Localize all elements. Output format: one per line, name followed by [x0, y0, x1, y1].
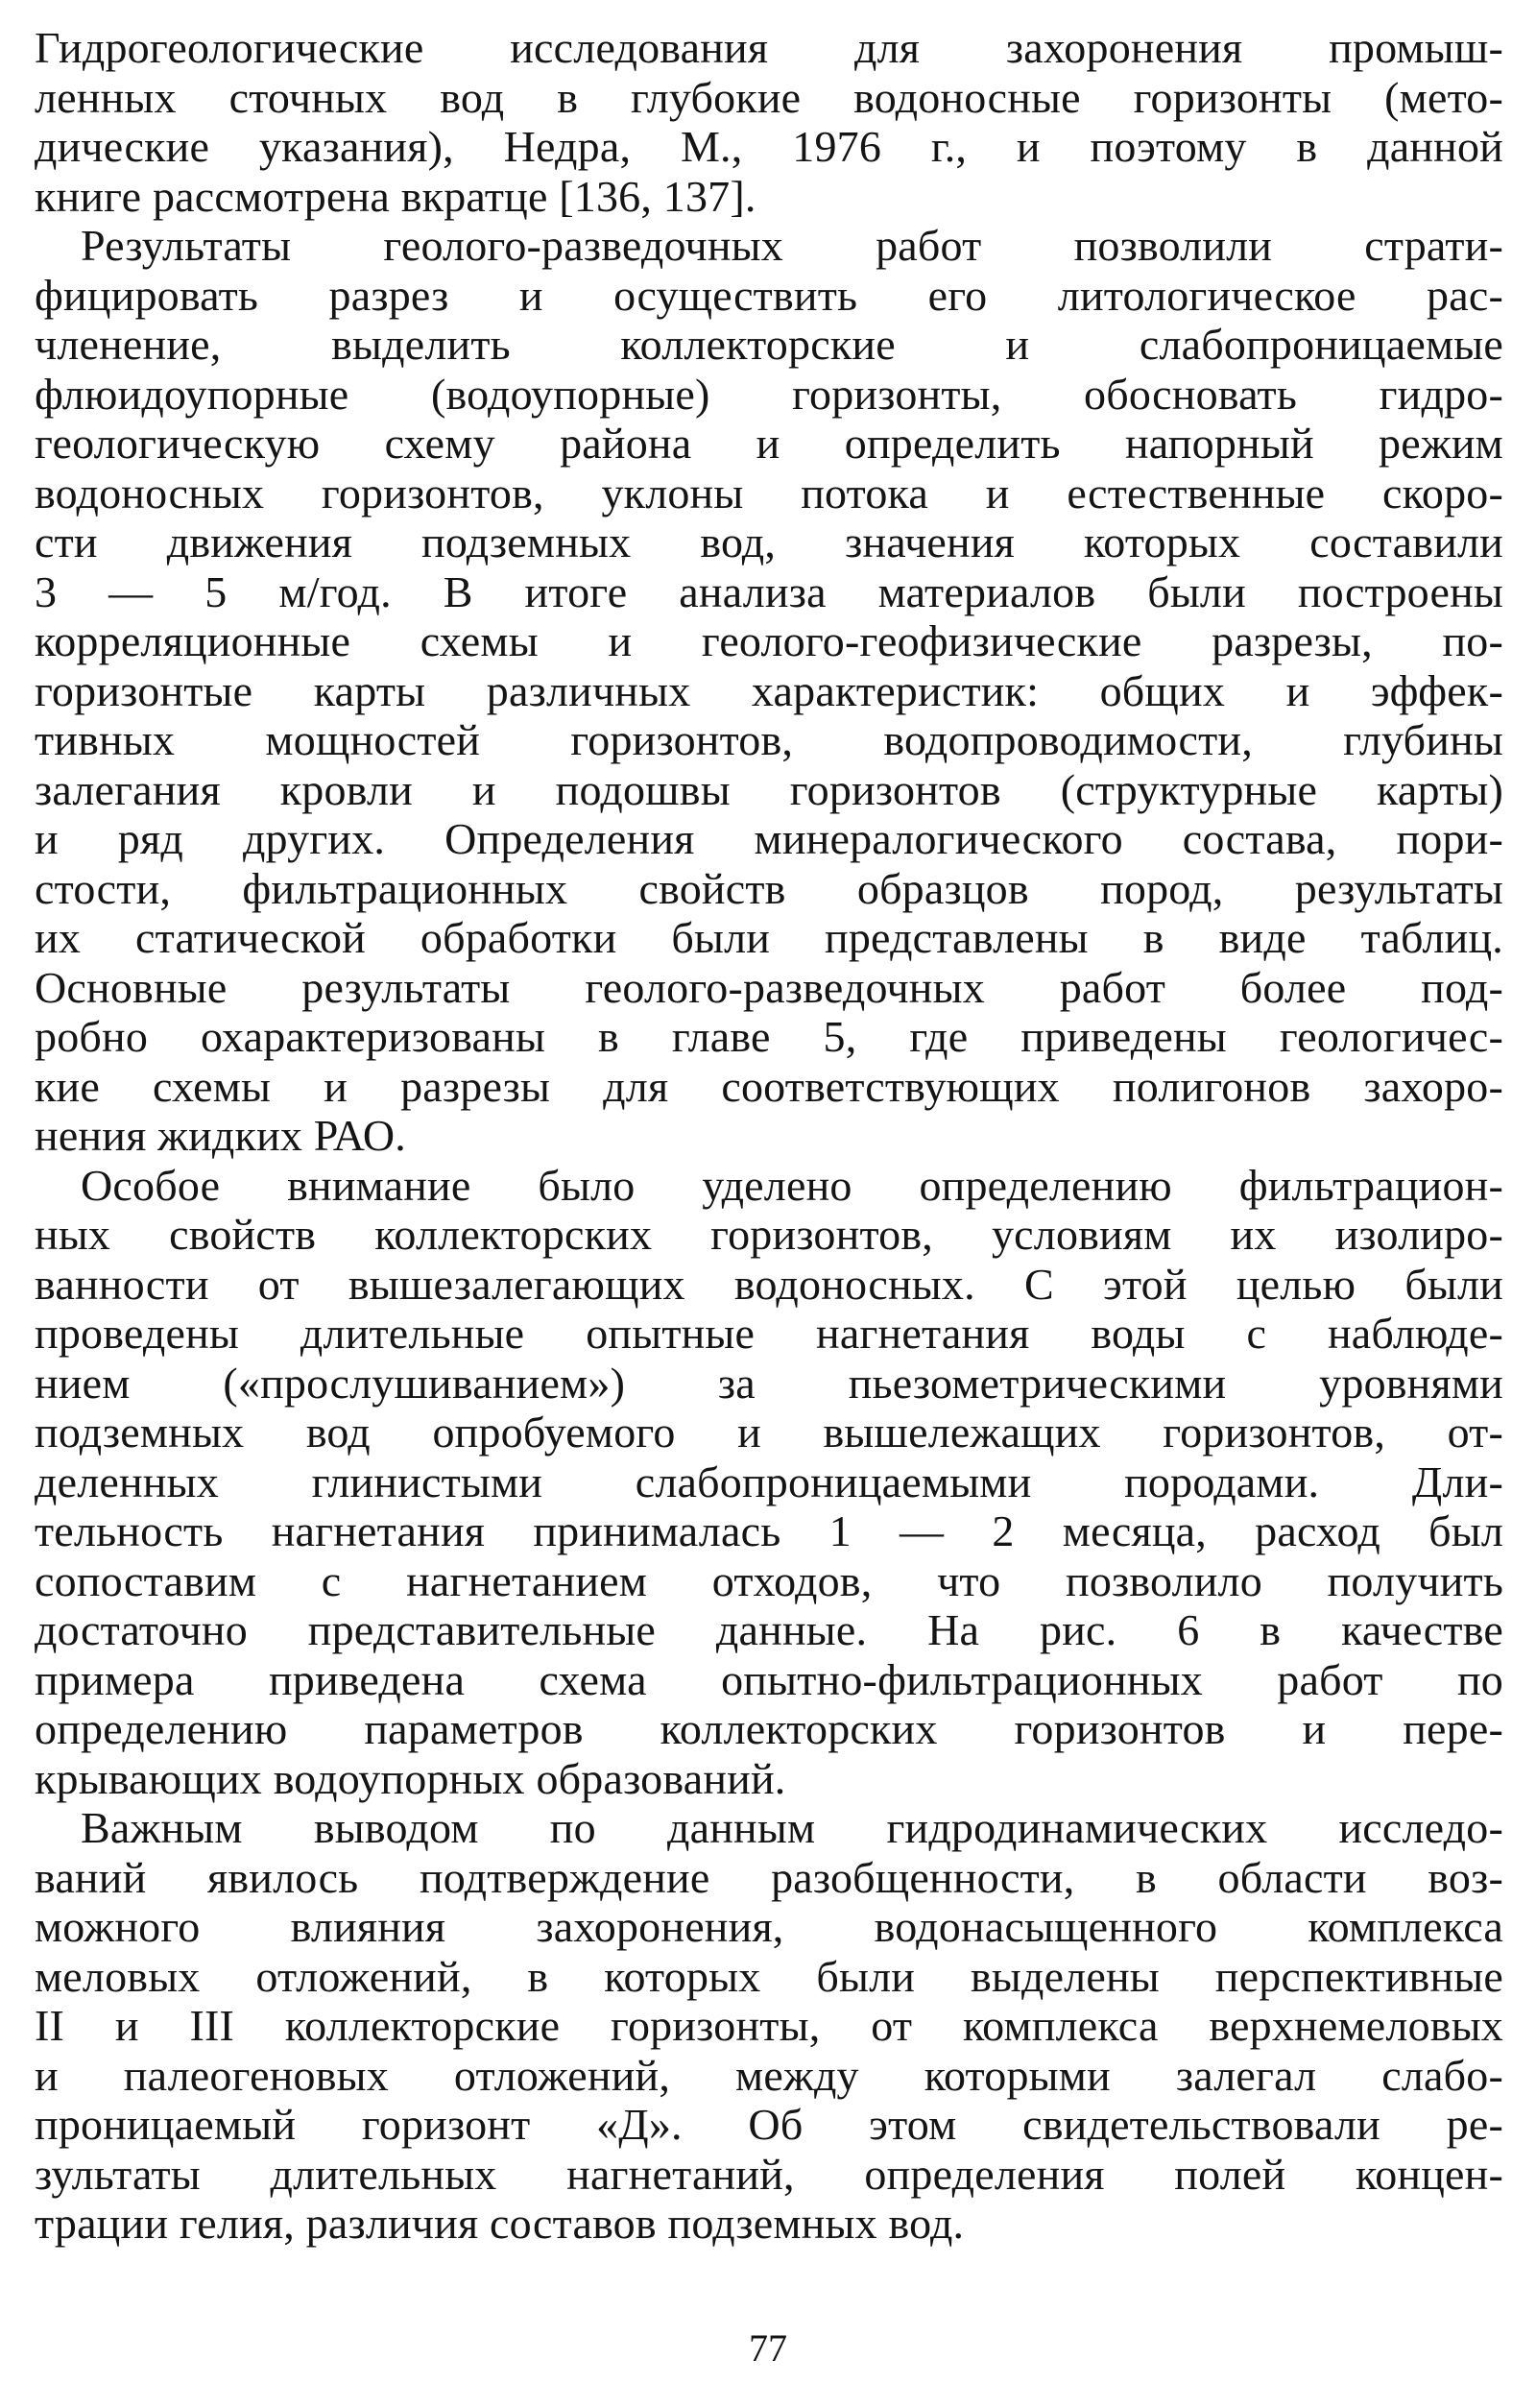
text-line: дические указания), Недра, М., 1976 г., и поэтому в данной: [35, 122, 1503, 171]
text-line: тивных мощностей горизонтов, водопроводимости, глубины: [35, 715, 1503, 764]
text-line: флюидоупорные (водоупорные) горизонты, обосновать гидро-: [35, 369, 1503, 419]
text-line: геологическую схему района и определить напорный режим: [35, 419, 1503, 468]
text-line: Важным выводом по данным гидродинамических исследо-: [81, 1803, 1503, 1852]
text-line: проведены длительные опытные нагнетания воды с наблюде-: [35, 1309, 1503, 1358]
text-line: меловых отложений, в которых были выделены перспективные: [35, 1951, 1503, 2001]
text-line: ленных сточных вод в глубокие водоносные горизонты (мето-: [35, 72, 1503, 122]
page-number: 77: [749, 2326, 787, 2370]
text-line: и палеогеновых отложений, между которыми залегал слабо-: [35, 2050, 1503, 2100]
text-line: робно охарактеризованы в главе 5, где приведены геологичес-: [35, 1012, 1503, 1061]
text-line: тельность нагнетания принималась 1 — 2 месяца, расход был: [35, 1506, 1503, 1555]
text-line: книге рассмотрена вкратце [136, 137].: [35, 171, 756, 221]
text-line: нения жидких РАО.: [35, 1111, 406, 1160]
text-line: сопоставим с нагнетанием отходов, что позволило получить: [35, 1555, 1503, 1605]
text-line: трации гелия, различия составов подземных вод.: [35, 2199, 965, 2248]
paragraph: [35, 221, 1503, 1161]
text-line: деленных глинистыми слабопроницаемыми породами. Дли-: [35, 1457, 1503, 1506]
paragraph: [35, 23, 1503, 221]
text-line: их статической обработки были представлены в виде таблиц.: [35, 913, 1503, 962]
paragraph: [35, 1803, 1503, 2249]
text-line: залегания кровли и подошвы горизонтов (структурные карты): [35, 764, 1503, 814]
text-line: можного влияния захоронения, водонасыщенного комплекса: [35, 1902, 1503, 1951]
text-line: ваний явилось подтверждение разобщенности, в области воз-: [35, 1852, 1503, 1902]
text-line: членение, выделить коллекторские и слабопроницаемые: [35, 320, 1503, 369]
text-line: сти движения подземных вод, значения которых составили: [35, 518, 1503, 566]
text-line: ных свойств коллекторских горизонтов, условиям их изолиро-: [35, 1210, 1503, 1259]
text-line: Основные результаты геолого-разведочных работ более под-: [35, 962, 1503, 1012]
text-line: кие схемы и разрезы для соответствующих полигонов захоро-: [35, 1061, 1503, 1111]
text-block: [35, 23, 1503, 2249]
text-line: II и III коллекторские горизонты, от комплекса верхнемеловых: [35, 2001, 1503, 2050]
text-line: Особое внимание было уделено определению фильтрацион-: [81, 1160, 1503, 1210]
paragraph: [35, 1161, 1503, 1804]
text-line: 3 — 5 м/год. В итоге анализа материалов были построены: [35, 566, 1503, 616]
text-line: фицировать разрез и осуществить его литологическое рас-: [35, 270, 1503, 320]
text-line: горизонтые карты различных характеристик: общих и эффек-: [35, 665, 1503, 715]
text-line: примера приведена схема опытно-фильтрационных работ по: [35, 1654, 1503, 1704]
text-line: проницаемый горизонт «Д». Об этом свидетельствовали ре-: [35, 2100, 1503, 2149]
text-line: зультаты длительных нагнетаний, определения полей концен-: [35, 2149, 1503, 2199]
text-line: и ряд других. Определения минералогического состава, пори-: [35, 814, 1503, 863]
text-line: корреляционные схемы и геолого-геофизические разрезы, по-: [35, 616, 1503, 665]
text-line: нием («прослушиванием») за пьезометрическими уровнями: [35, 1358, 1503, 1408]
text-line: ванности от вышезалегающих водоносных. С этой целью были: [35, 1259, 1503, 1309]
text-line: достаточно представительные данные. На рис. 6 в качестве: [35, 1605, 1503, 1654]
text-line: подземных вод опробуемого и вышележащих горизонтов, от-: [35, 1408, 1503, 1457]
text-line: Результаты геолого-разведочных работ позволили страти-: [81, 221, 1503, 270]
text-line: определению параметров коллекторских горизонтов и пере-: [35, 1704, 1503, 1753]
text-line: Гидрогеологические исследования для захоронения промыш-: [35, 23, 1503, 72]
text-line: крывающих водоупорных образований.: [35, 1753, 786, 1803]
text-line: стости, фильтрационных свойств образцов пород, результаты: [35, 863, 1503, 913]
text-line: водоносных горизонтов, уклоны потока и естественные скоро-: [35, 468, 1503, 518]
